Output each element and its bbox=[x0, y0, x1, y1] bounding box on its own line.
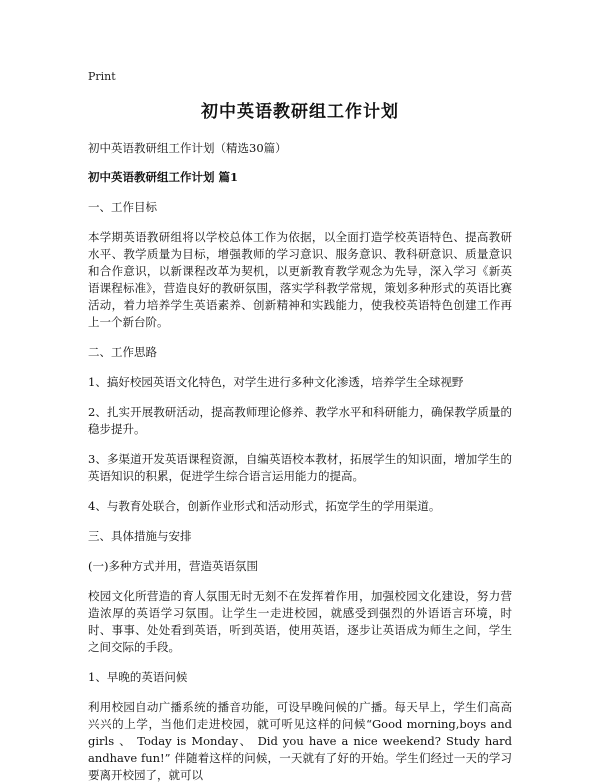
idea-item-3: 3、多渠道开发英语课程资源，自编英语校本教材，拓展学生的知识面，增加学生的英语知识的积累，促进学生综合语言运用能力的提高。 bbox=[88, 452, 512, 483]
document-title: 初中英语教研组工作计划 bbox=[201, 102, 399, 122]
measures-paragraph: 校园文化所营造的育人氛围无时无刻不在发挥着作用，加强校园文化建设，努力营造浓厚的英语学习氛围。让学生一走进校园，就感受到强烈的外语语言环境，时时、事事、处处看到英语，听到英语，使用英语，逐步让英语成为师生之间，学生之间交际的手段。 bbox=[88, 589, 512, 654]
section-heading-goals: 一、工作目标 bbox=[88, 200, 157, 214]
greeting-subheading: 1、早晚的英语问候 bbox=[88, 670, 188, 684]
idea-item-1: 1、搞好校园英语文化特色，对学生进行多种文化渗透，培养学生全球视野 bbox=[88, 375, 464, 389]
measures-subheading: (一)多种方式并用，营造英语氛围 bbox=[88, 559, 258, 573]
print-label: Print bbox=[88, 70, 116, 83]
greeting-paragraph: 利用校园自动广播系统的播音功能，可设早晚问候的广播。每天早上，学生们高高兴兴的上学，当他们走进校园，就可听见这样的问候“Good morning,boys and girls 、 Today is Monday、 Did you have a nice weekend? Study hard andhave fun!” 伴随着这样的问候，一天就有了好的开始。学生们经过一天的学习要离开校园了，就可以 bbox=[88, 700, 512, 782]
part-heading: 初中英语教研组工作计划 篇1 bbox=[88, 170, 239, 184]
document-subtitle: 初中英语教研组工作计划（精选30篇） bbox=[88, 141, 287, 155]
section-heading-ideas: 二、工作思路 bbox=[88, 345, 157, 359]
idea-item-4: 4、与教育处联合，创新作业形式和活动形式，拓宽学生的学用渠道。 bbox=[88, 499, 441, 513]
section-heading-measures: 三、具体措施与安排 bbox=[88, 529, 192, 543]
idea-item-2: 2、扎实开展教研活动，提高教师理论修养、教学水平和科研能力，确保教学质量的稳步提升。 bbox=[88, 405, 512, 436]
goals-paragraph: 本学期英语教研组将以学校总体工作为依据，以全面打造学校英语特色、提高教研水平、教学质量为目标，增强教师的学习意识、服务意识、教科研意识、质量意识和合作意识，以新课程改革为契机，以更新教育教学观念为先导，深入学习《新英语课程标准》，营造良好的教研氛围，落实学科教学常规，策划多种形式的英语比赛活动，着力培养学生英语素养、创新精神和实践能力，使我校英语特色创建工作再上一个新台阶。 bbox=[88, 230, 512, 329]
